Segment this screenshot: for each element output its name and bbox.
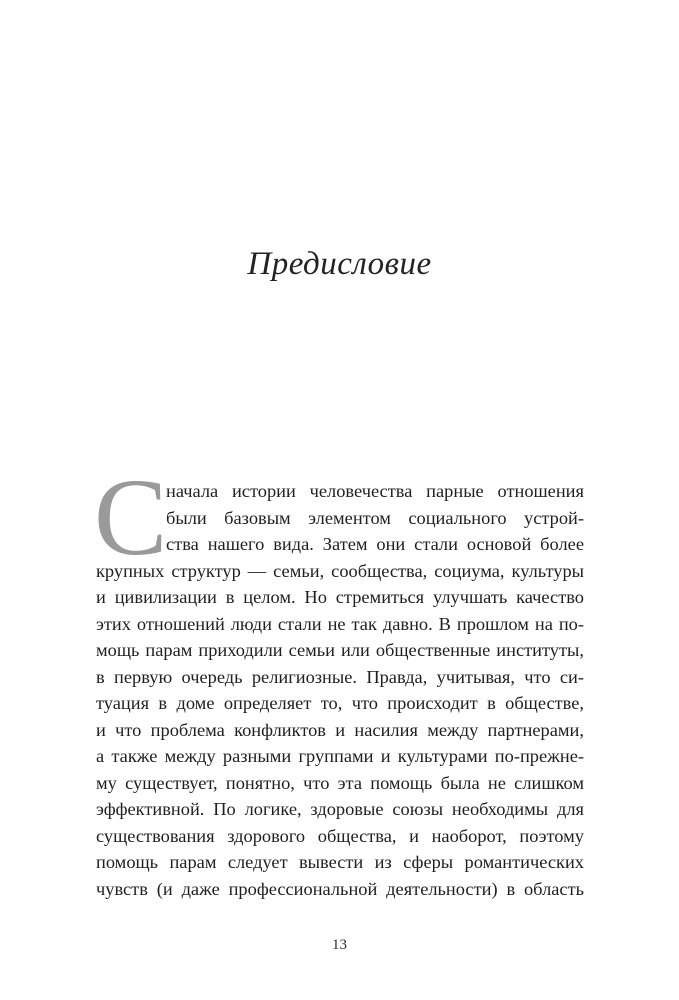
text-line: чувств (и даже профессиональной деятельности) в область	[96, 878, 584, 899]
text-line: помощь парам следует вывести из сферы романтических	[96, 852, 584, 872]
text-line: в первую очередь религиозные. Правда, учитывая, что си-	[96, 666, 584, 687]
text-line: а также между разными группами и культурами по-прежне-	[96, 746, 584, 766]
body-paragraph	[96, 478, 584, 902]
text-line: и что проблема конфликтов и насилия между партнерами,	[96, 719, 584, 740]
text-line: этих отношений люди стали не так давно. В прошлом на по-	[96, 613, 584, 634]
text-line: существования здорового общества, и наоборот, поэтому	[96, 825, 584, 846]
text-line: мощь парам приходили семьи или общественные институты,	[96, 640, 584, 660]
text-line: му существует, понятно, что эта помощь была не слишком	[96, 772, 584, 793]
drop-cap-letter: С	[94, 456, 168, 578]
text-line: были базовым элементом социального устрой-	[166, 507, 584, 528]
text-line: крупных структур — семьи, сообщества, социума, культуры	[96, 560, 584, 581]
text-line: туация в доме определяет то, что происходит в обществе,	[96, 693, 584, 713]
text-line: начала истории человечества парные отношения	[166, 481, 584, 501]
text-line: и цивилизации в целом. Но стремиться улучшать качество	[96, 587, 584, 607]
chapter-title: Предисловие	[247, 246, 432, 282]
page-number: 13	[332, 937, 347, 953]
text-line: эффективной. По логике, здоровые союзы необходимы для	[96, 799, 584, 819]
text-line: ства нашего вида. Затем они стали основой более	[166, 534, 584, 554]
